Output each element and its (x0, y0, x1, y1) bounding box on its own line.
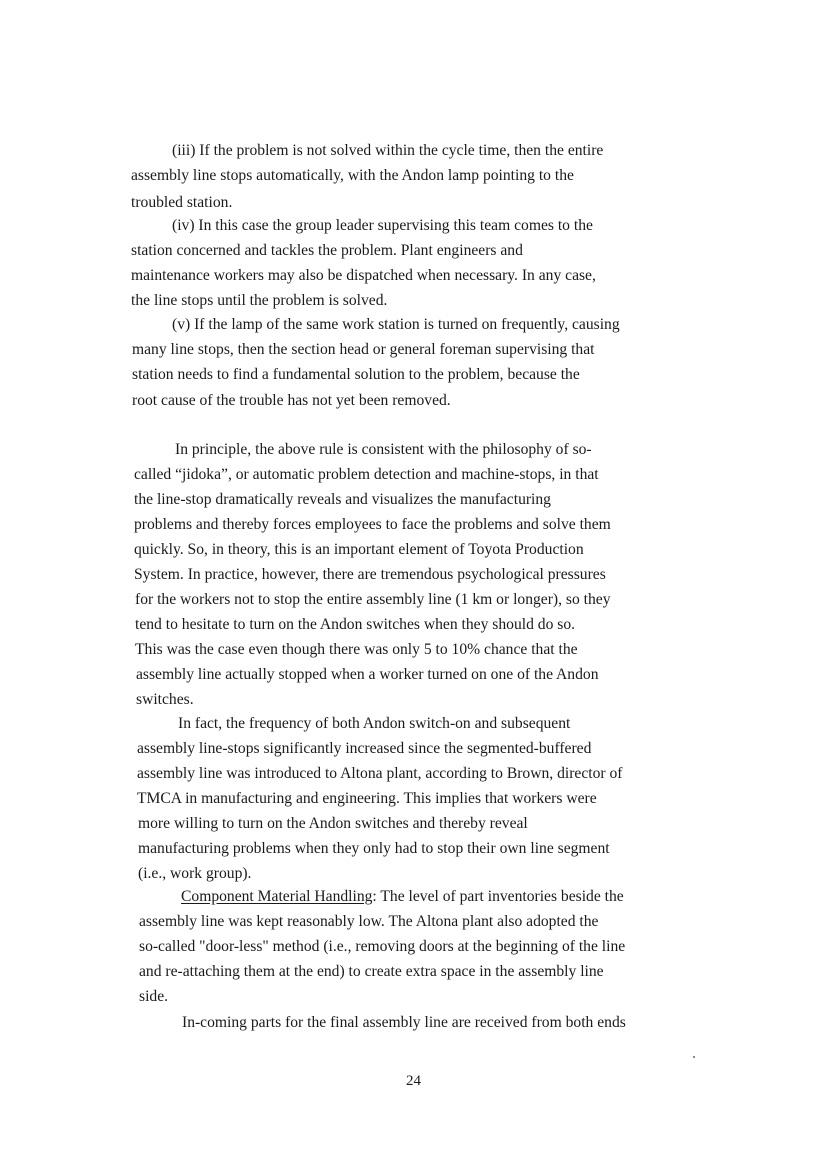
text-line: maintenance workers may also be dispatched when necessary. In any case, (131, 267, 596, 284)
text-line: tend to hesitate to turn on the Andon switches when they should do so. (135, 616, 576, 633)
text-line: assembly line was kept reasonably low. The Altona plant also adopted the (139, 913, 599, 930)
text-line: more willing to turn on the Andon switches and thereby reveal (138, 815, 528, 832)
text-line: (iii) If the problem is not solved within the cycle time, then the entire (172, 142, 604, 159)
text-line: station concerned and tackles the problem. Plant engineers and (131, 242, 523, 259)
scan-speck (693, 1056, 695, 1058)
text-line: (i.e., work group). (138, 865, 252, 882)
text-line: problems and thereby forces employees to face the problems and solve them (134, 516, 611, 533)
text-line: the line-stop dramatically reveals and visualizes the manufacturing (134, 491, 551, 508)
text-line: quickly. So, in theory, this is an important element of Toyota Production (134, 541, 584, 558)
text-line: troubled station. (131, 194, 233, 211)
section-heading: Component Material Handling (181, 888, 373, 905)
text-line: (iv) In this case the group leader supervising this team comes to the (172, 217, 593, 234)
text-line: station needs to find a fundamental solution to the problem, because the (132, 366, 580, 383)
text-line: (v) If the lamp of the same work station is turned on frequently, causing (172, 316, 620, 333)
text-line: System. In practice, however, there are tremendous psychological pressures (134, 566, 606, 583)
text-line: In fact, the frequency of both Andon switch-on and subsequent (178, 715, 571, 732)
text-line: so-called "door-less" method (i.e., removing doors at the beginning of the line (139, 938, 626, 955)
text-line: assembly line was introduced to Altona plant, according to Brown, director of (137, 765, 623, 782)
text-line: This was the case even though there was only 5 to 10% chance that the (135, 641, 578, 658)
text-line: manufacturing problems when they only had to stop their own line segment (138, 840, 610, 857)
text-line: TMCA in manufacturing and engineering. This implies that workers were (137, 790, 597, 807)
text-line (181, 887, 624, 907)
text-line: assembly line-stops significantly increased since the segmented-buffered (137, 740, 592, 757)
text-line: switches. (136, 691, 194, 708)
text-line: for the workers not to stop the entire assembly line (1 km or longer), so they (135, 591, 611, 608)
text-line: many line stops, then the section head or general foreman supervising that (132, 341, 595, 358)
text-line: In principle, the above rule is consistent with the philosophy of so- (175, 441, 592, 458)
text-line: the line stops until the problem is solved. (131, 292, 388, 309)
text-line: assembly line actually stopped when a worker turned on one of the Andon (136, 666, 599, 683)
text-line: and re-attaching them at the end) to create extra space in the assembly line (139, 963, 604, 980)
heading-continuation: : The level of part inventories beside the (372, 888, 624, 905)
text-line: assembly line stops automatically, with the Andon lamp pointing to the (131, 167, 574, 184)
text-line: In-coming parts for the final assembly line are received from both ends (182, 1014, 626, 1031)
text-line: side. (139, 988, 169, 1005)
text-line: called “jidoka”, or automatic problem detection and machine-stops, in that (134, 466, 599, 483)
text-line: root cause of the trouble has not yet been removed. (132, 392, 451, 409)
page-number: 24 (406, 1073, 421, 1089)
